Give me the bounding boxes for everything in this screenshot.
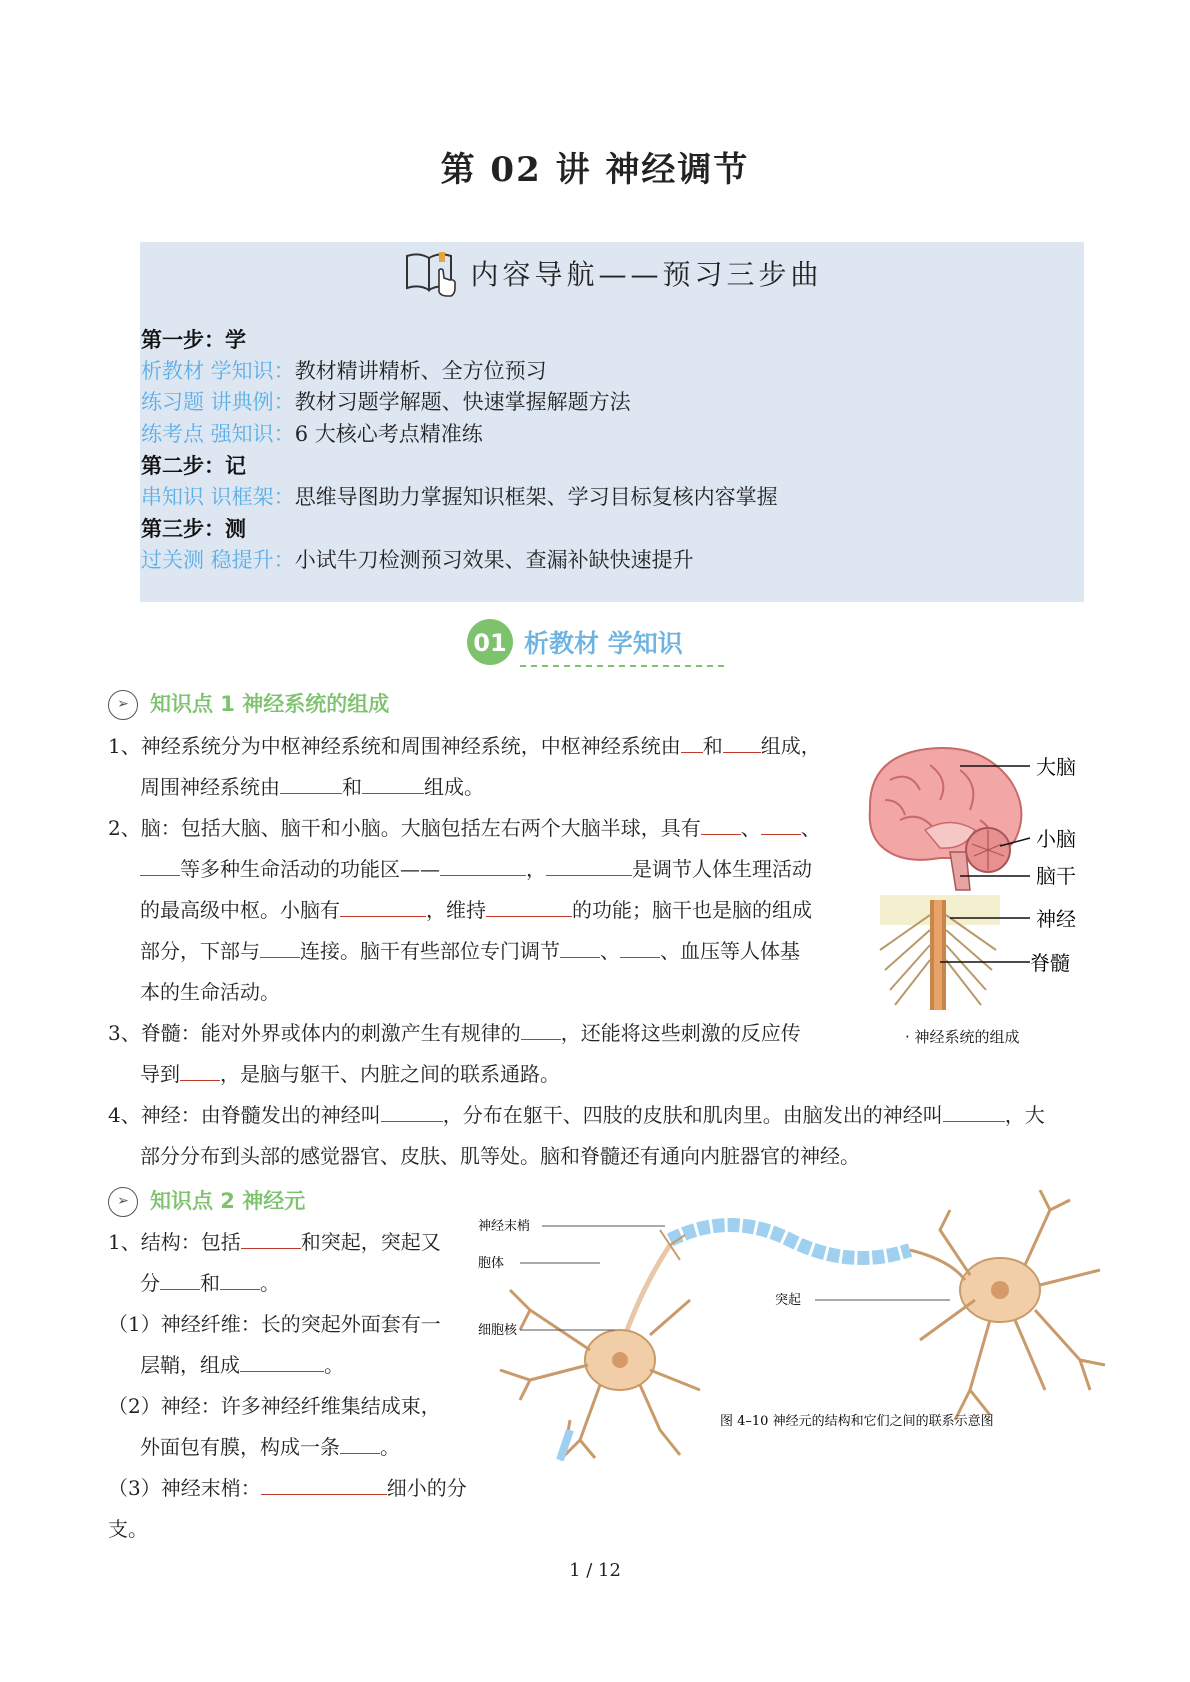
kp1-item2: 2、脑：包括大脑、脑干和小脑。大脑包括左右两个大脑半球，具有 、 、 <box>108 816 821 840</box>
section-badge <box>464 618 734 672</box>
kp1-item1: 1、神经系统分为中枢神经系统和周围神经系统，中枢神经系统由 和 组成， <box>108 734 821 758</box>
blank[interactable] <box>723 732 761 753</box>
section-number: 01 <box>473 629 507 657</box>
fig2-caption: 图 4–10 神经元的结构和它们之间的联系示意图 <box>720 1414 994 1429</box>
nav-step2: 第二步：记 <box>141 453 246 478</box>
brain-spinal-illustration <box>860 740 1120 1030</box>
neuron-figure <box>470 1190 1110 1465</box>
blank[interactable] <box>340 1433 380 1454</box>
page-number: 1 / 12 <box>569 1560 621 1581</box>
blank[interactable] <box>521 1019 561 1040</box>
label-spinal-cord: 脊髓 <box>1030 951 1070 975</box>
blank[interactable] <box>943 1101 1005 1122</box>
nervous-system-figure <box>860 740 1120 1060</box>
label-nucleus: 细胞核 <box>478 1323 518 1338</box>
blank[interactable] <box>681 732 703 753</box>
blank[interactable] <box>261 1474 387 1495</box>
fig1-caption: · 神经系统的组成 <box>905 1028 1020 1046</box>
kp1-item3: 3、脊髓：能对外界或体内的刺激产生有规律的 ，还能将这些刺激的反应传 <box>108 1021 801 1045</box>
kp1-body: 1、神经系统分为中枢神经系统和周围神经系统，中枢神经系统由 和 组成， 周围神经系统由 和 组成。 2、脑：包括大脑、脑干和小脑。大脑包括左右两个大脑半球，具有 、 、 等多种生命活动的功能区—— ， 是调节人体生理活动 的最高级中枢。小脑有 ，维持 的功能；脑干也是脑的组成 部分，下部与 连接。脑干有些部位专门调节 、 、血压等人体基 本的生命活动。 3、脊髓：能对外界或体内的刺激产生有规律的 ，还能将这些刺激的反应传 导到 ，是脑与躯干、内脏之间的联系通路。 <box>108 726 848 1095</box>
label-nerve-ending: 神经末梢 <box>478 1219 531 1234</box>
nav-line-3: 练考点 强知识：6 大核心考点精准练 <box>141 421 483 446</box>
nav-step3: 第三步：测 <box>141 516 246 541</box>
blank[interactable] <box>260 937 300 958</box>
kp1-title: ➢ 知识点 1 神经系统的组成 <box>108 688 389 720</box>
blank[interactable] <box>362 773 424 794</box>
nav-heading <box>140 248 1084 304</box>
blank[interactable] <box>761 814 801 835</box>
blank[interactable] <box>160 1269 200 1290</box>
kp2-title: ➢ 知识点 2 神经元 <box>108 1185 305 1217</box>
nav-heading-text: 内容导航——预习三步曲 <box>470 258 823 291</box>
arrow-circle-icon: ➢ <box>108 690 138 720</box>
blank[interactable] <box>180 1060 220 1081</box>
nav-line-4: 串知识 识框架：思维导图助力掌握知识框架、学习目标复核内容掌握 <box>141 484 778 509</box>
blank[interactable] <box>340 896 426 917</box>
neuron-illustration <box>470 1190 1110 1465</box>
label-cerebellum: 小脑 <box>1036 827 1076 851</box>
book-pointer-icon <box>401 248 461 298</box>
label-nerve: 神经 <box>1036 907 1076 931</box>
blank[interactable] <box>220 1269 260 1290</box>
label-process: 突起 <box>775 1293 802 1308</box>
nav-line-5: 过关测 稳提升：小试牛刀检测预习效果、查漏补缺快速提升 <box>141 547 694 572</box>
label-brainstem: 脑干 <box>1036 864 1076 888</box>
nav-lines <box>141 324 778 576</box>
blank[interactable] <box>701 814 741 835</box>
blank[interactable] <box>241 1228 301 1249</box>
arrow-circle-icon: ➢ <box>108 1187 138 1217</box>
label-cerebrum: 大脑 <box>1036 755 1076 779</box>
label-cell-body: 胞体 <box>478 1256 505 1271</box>
blank[interactable] <box>546 855 632 876</box>
blank[interactable] <box>560 937 600 958</box>
page-title: 第 02 讲 神经调节 <box>440 150 750 190</box>
blank[interactable] <box>381 1101 443 1122</box>
blank[interactable] <box>140 855 180 876</box>
blank[interactable] <box>620 937 660 958</box>
nav-step1: 第一步：学 <box>141 327 246 352</box>
blank[interactable] <box>440 855 526 876</box>
kp1-item4: 4、神经：由脊髓发出的神经叫 ，分布在躯干、四肢的皮肤和肌肉里。由脑发出的神经叫 ，大 部分分布到头部的感觉器官、皮肤、肌等处。脑和脊髓还有通向内脏器官的神经。 <box>108 1103 1045 1168</box>
section-title: 析教材 学知识 <box>524 629 683 658</box>
nav-line-1: 析教材 学知识：教材精讲精析、全方位预习 <box>141 358 547 383</box>
blank[interactable] <box>240 1351 324 1372</box>
nav-line-2: 练习题 讲典例：教材习题学解题、快速掌握解题方法 <box>141 390 631 414</box>
blank[interactable] <box>280 773 342 794</box>
kp2-body: 1、结构：包括 和突起，突起又 分 和 。 （1）神经纤维：长的突起外面套有一 层鞘，组成 。 （2）神经：许多神经纤维集结成束， 外面包有膜，构成一条 。 （3）神经末梢： 细小的分支。 <box>108 1230 467 1541</box>
blank[interactable] <box>486 896 572 917</box>
